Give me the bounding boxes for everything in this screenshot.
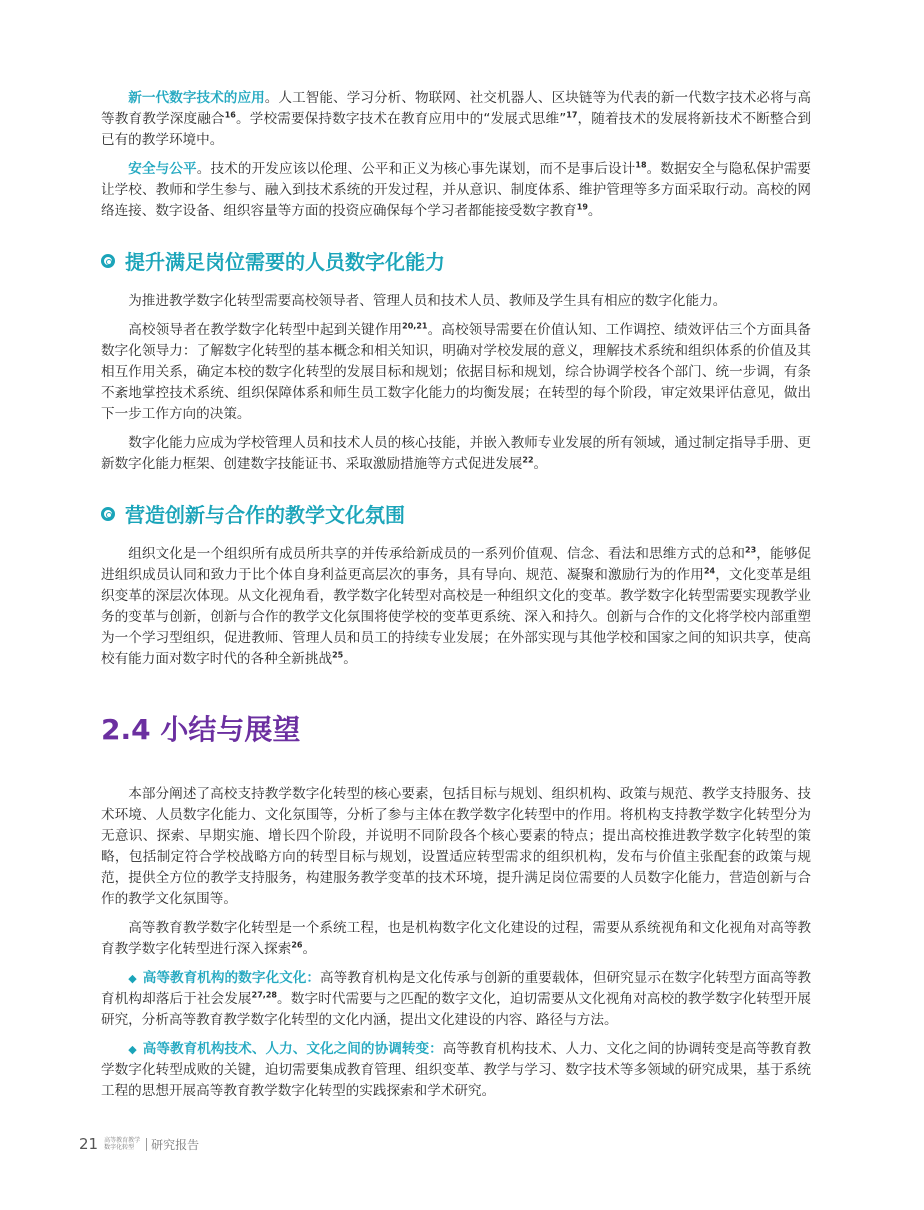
heading-culture — [101, 499, 811, 528]
citation: 17 — [566, 110, 578, 120]
bullet-circle-icon — [101, 254, 115, 268]
paragraph-digital-tech: 新一代数字技术的应用。人工智能、学习分析、物联网、社交机器人、区块链等为代表的新一代数字技术必将与高等教育教学深度融合$^{16}$。学校需要保持数字技术在教育应用中的“发展式思维”$^{17}$，随着技术的发展将新技术不断整合到已有的教学环境中。 — [101, 90, 812, 148]
heading-culture-title: 营造创新与合作的教学文化氛围 — [125, 503, 405, 527]
paragraph-coordinated-change: ◆ 高等教育机构技术、人力、文化之间的协调转变：高等教育机构技术、人力、文化之间的协调转变是高等教育教学数字化转型成败的关键，迫切需要集成教育管理、组织变革、教学与学习、数字技术等多领域的研究成果，基于系统工程的思想开展高等教育教学数字化转型的实践探索和学术研究。 — [101, 1041, 812, 1099]
citation: 19 — [576, 202, 588, 212]
paragraph-core-skills: 数字化能力应成为学校管理人员和技术人员的核心技能，并嵌入教师专业发展的所有领域，通过制定指导手册、更新数字化能力框架、创建数字技能证书、采取激励措施等方式促进发展$^{22}$。 — [101, 435, 811, 472]
citation: 20,21 — [402, 321, 428, 331]
section-heading-summary: 2.4 小结与展望 — [101, 713, 301, 746]
heading-skills — [101, 246, 811, 275]
paragraph-digital-culture: ◆ 高等教育机构的数字化文化：高等教育机构是文化传承与创新的重要载体，但研究显示在数字化转型方面高等教育机构却落后于社会发展$^{27,28}$。数字时代需要与之匹配的数字文化，迫切需要从文化视角对高校的教学数字化转型开展研究，分析高等教育教学数字化转型的文化内涵，提出文化建设的内容、路径与方法。 — [101, 970, 812, 1028]
report-label: 研究报告 — [151, 1137, 200, 1152]
citation: 27,28 — [251, 990, 277, 1000]
lead-security: 安全与公平 — [128, 161, 197, 177]
citation: 22 — [522, 455, 534, 465]
footer-divider — [146, 1138, 147, 1151]
page-footer — [79, 1135, 199, 1153]
paragraph-system-engineering: 高等教育教学数字化转型是一个系统工程，也是机构数字化文化建设的过程，需要从系统视角和文化视角对高等教育教学数字化转型进行深入探索$^{26}$。 — [101, 920, 811, 957]
diamond-bullet-icon: ◆ — [128, 972, 137, 985]
paragraph-leaders: 高校领导者在教学数字化转型中起到关键作用$^{20,21}$。高校领导需要在价值认知、工作调控、绩效评估三个方面具备数字化领导力：了解数字化转型的基本概念和相关知识，明确对学校发展的意义，理解技术系统和组织体系的价值及其相互作用关系，确定本校的数字化转型的发展目标和规划；依据目标和规划，综合协调学校各个部门、统一步调，有条不紊地掌控技术系统、组织保障体系和师生员工数字化能力的均衡发展；在转型的每个阶段，审定效果评估意见，做出下一步工作方向的决策。 — [101, 321, 812, 422]
citation: 18 — [635, 160, 647, 170]
page-number: 21 — [79, 1135, 99, 1153]
page-content — [101, 88, 811, 1110]
citation: 16 — [224, 110, 236, 120]
bullet-circle-icon — [101, 507, 115, 521]
citation: 24 — [703, 566, 716, 576]
paragraph-org-culture: 组织文化是一个组织所有成员所共享的并传承给新成员的一系列价值观、信念、看法和思维方式的总和$^{23}$，能够促进组织成员认同和致力于比个体自身利益更高层次的事务，具有导向、规范、凝聚和激励行为的作用$^{24}$，文化变革是组织变革的深层次体现。从文化视角看，教学数字化转型对高校是一种组织文化的变革。教学数字化转型需要实现教学业务的变革与创新，创新与合作的教学文化氛围将使学校的变革更系统、深入和持久。创新与合作的文化将学校内部重塑为一个学习型组织，促进教师、管理人员和员工的持续专业发展；在外部实现与其他学校和国家之间的知识共享，使高校有能力面对数字时代的各种全新挑战$^{25}$。 — [101, 545, 812, 667]
citation: 23 — [745, 545, 757, 555]
paragraph-security: 安全与公平。技术的开发应该以伦理、公平和正义为核心事先谋划，而不是事后设计$^{18}$。数据安全与隐私保护需要让学校、教师和学生参与、融入到技术系统的开发过程，并从意识、制度体系、维护管理等多方面采取行动。高校的网络连接、数字设备、组织容量等方面的投资应确保每个学习者都能接受数字教育$^{19}$。 — [101, 160, 812, 219]
paragraph-skills-intro: 为推进教学数字化转型需要高校领导者、管理人员和技术人员、教师及学生具有相应的数字化能力。 — [128, 293, 727, 309]
heading-skills-title: 提升满足岗位需要的人员数字化能力 — [125, 250, 445, 274]
citation: 25 — [332, 650, 344, 660]
citation: 26 — [291, 940, 303, 950]
paragraph-summary: 本部分阐述了高校支持教学数字化转型的核心要素，包括目标与规划、组织机构、政策与规范、教学支持服务、技术环境、人员数字化能力、文化氛围等，分析了参与主体在教学数字化转型中的作用。将机构支持教学数字化转型分为无意识、探索、早期实施、增长四个阶段，并说明不同阶段各个核心要素的特点；提出高校推进教学数字化转型的策略，包括制定符合学校战略方向的转型目标与规划，设置适应转型需求的组织机构，发布与价值主张配套的政策与规范，提供全方位的教学支持服务，构建服务教学变革的技术环境，提升满足岗位需要的人员数字化能力，营造创新与合作的教学文化氛围等。 — [101, 786, 811, 907]
lead-digital-tech: 新一代数字技术的应用 — [128, 90, 265, 106]
report-series-label: 高等教育教学 数字化转型 — [104, 1137, 141, 1151]
diamond-bullet-icon: ◆ — [128, 1043, 137, 1056]
